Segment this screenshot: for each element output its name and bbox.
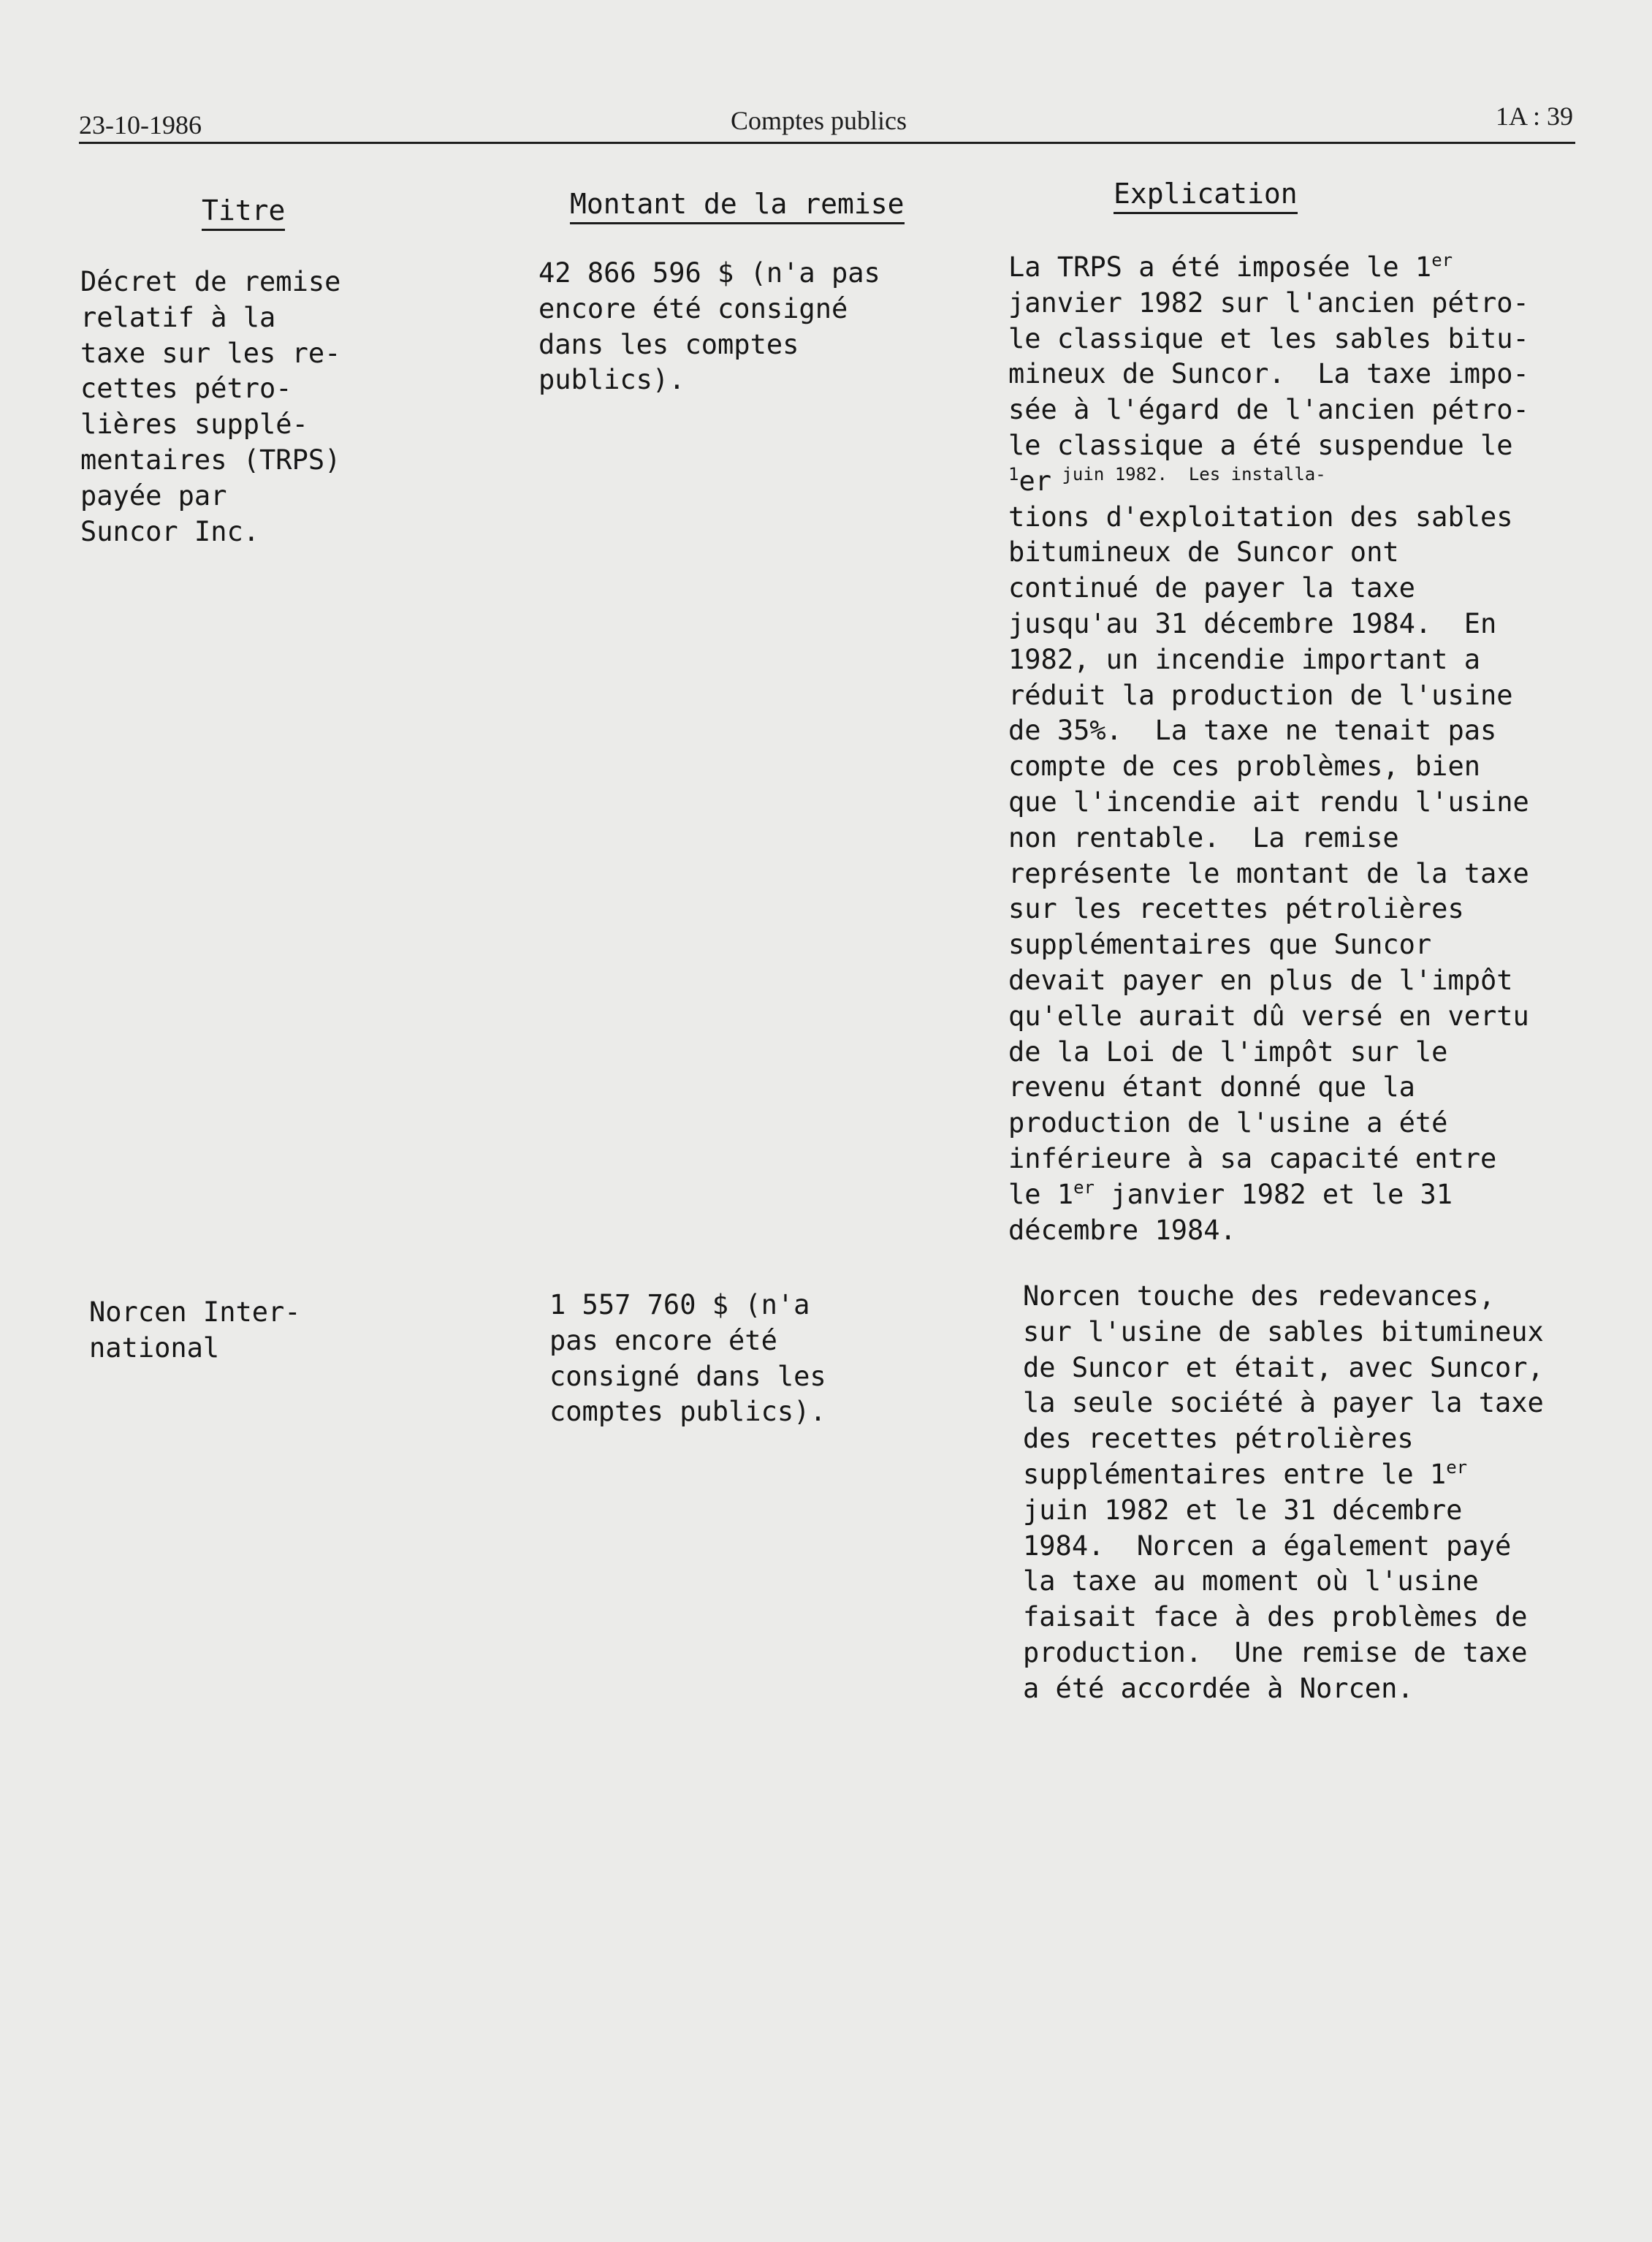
header-date: 23-10-1986 [79,110,202,140]
text-line: 1982, un incendie important a [1008,643,1481,675]
text-line: qu'elle aurait dû versé en vertu [1008,1000,1529,1032]
header-rule [79,142,1575,144]
text-line: comptes publics). [549,1396,826,1428]
header-title: Comptes publics [731,106,907,135]
text-line: payée par [80,479,227,512]
text-line: des recettes pétrolières [1023,1423,1414,1455]
text-line: cettes pétro- [80,373,292,405]
text-line: bitumineux de Suncor ont [1008,536,1399,569]
text-line: le 1er janvier 1982 et le 31 [1008,1177,1453,1210]
text-line: pas encore été [549,1324,777,1356]
text-line: supplémentaires entre le 1er [1023,1456,1468,1490]
text-line: devait payer en plus de l'impôt [1008,964,1513,996]
text-line: revenu étant donné que la [1008,1071,1415,1103]
text-line: juin 1982 et le 31 décembre [1023,1494,1463,1526]
text-line: de 35%. La taxe ne tenait pas [1008,715,1497,747]
text-line: la seule société à payer la taxe [1023,1387,1544,1419]
text-line: national [89,1331,220,1364]
text-line: dans les comptes [538,328,799,360]
text-line: le classique et les sables bitu- [1008,322,1529,354]
text-line: publics). [538,364,685,396]
text-line: compte de ces problèmes, bien [1008,750,1481,783]
column-header-titre: Titre [202,194,285,231]
text-line: encore été consigné [538,292,848,324]
text-line: mentaires (TRPS) [80,444,341,476]
text-line: Décret de remise [80,266,341,297]
text-line: réduit la production de l'usine [1008,679,1513,711]
text-line: supplémentaires que Suncor [1008,929,1432,961]
text-line: relatif à la [80,301,276,333]
text-line: de Suncor et était, avec Suncor, [1023,1351,1544,1383]
text-line: inférieure à sa capacité entre [1008,1142,1497,1174]
text-line: Norcen touche des redevances, [1023,1280,1496,1312]
text-line: que l'incendie ait rendu l'usine [1008,786,1529,818]
text-line: taxe sur les re- [80,337,341,369]
header-page-number: 1A : 39 [1495,102,1573,131]
column-header-montant: Montant de la remise [570,187,905,224]
text-line: mineux de Suncor. La taxe impo- [1008,358,1529,390]
text-line: a été accordée à Norcen. [1023,1672,1414,1704]
text-line: le classique a été suspendue le [1008,429,1513,461]
row-2-titre [89,1295,301,1367]
row-1-titre [80,265,340,550]
text-line: tions d'exploitation des sables [1008,501,1513,533]
text-line: 42 866 596 $ (n'a pas [538,257,880,289]
text-line: non rentable. La remise [1008,821,1399,854]
text-line: faisait face à des problèmes de [1023,1601,1528,1633]
row-2-montant [549,1288,826,1430]
text-line: Norcen Inter- [89,1296,301,1328]
text-line: représente le montant de la taxe [1008,857,1529,889]
text-line: Suncor Inc. [80,515,260,547]
text-line: lières supplé- [80,408,308,441]
row-2-explication [1023,1279,1544,1707]
text-line: production. Une remise de taxe [1023,1636,1528,1668]
text-line: sée à l'égard de l'ancien pétro- [1008,394,1529,426]
text-line: décembre 1984. [1008,1214,1236,1246]
row-1-explication [1008,250,1529,1248]
text-line: 1984. Norcen a également payé [1023,1530,1512,1562]
text-line: La TRPS a été imposée le 1er [1008,250,1453,283]
text-line: de la Loi de l'impôt sur le [1008,1036,1448,1068]
text-line: $^1$er $^{juin 1982. Les installa-}$ [1008,463,1326,497]
row-1-montant [538,256,880,398]
text-line: continué de payer la taxe [1008,572,1415,604]
text-line: jusqu'au 31 décembre 1984. En [1008,607,1497,639]
text-line: janvier 1982 sur l'ancien pétro- [1008,286,1529,319]
text-line: la taxe au moment où l'usine [1023,1565,1479,1597]
column-header-explication: Explication [1114,177,1298,214]
text-line: production de l'usine a été [1008,1107,1448,1139]
text-line: 1 557 760 $ (n'a [549,1289,810,1320]
text-line: consigné dans les [549,1360,826,1392]
text-line: sur l'usine de sables bitumineux [1023,1315,1544,1348]
text-line: sur les recettes pétrolières [1008,893,1464,925]
